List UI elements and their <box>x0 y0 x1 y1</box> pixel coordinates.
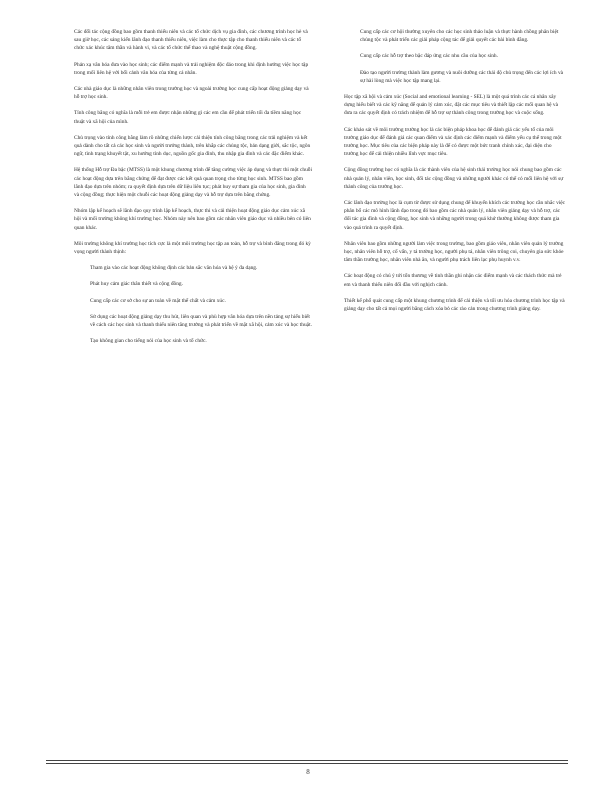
definition-item <box>60 28 312 53</box>
sub-bullet-item <box>330 69 566 85</box>
definition-item <box>330 240 566 265</box>
footer-divider-secondary <box>46 763 568 764</box>
sub-bullet-item <box>60 297 312 305</box>
item-text: Cung cấp các cơ hội thường xuyên cho các học sinh thảo luận và thực hành chồng phân biệt chủng tộc và phát triển các giải pháp cộng tác để giải quyết các bài bình đẳng. <box>360 29 559 44</box>
item-text: Cung cấp các hỗ trợ theo bậc đáp ứng các nhu cầu của học sinh. <box>360 53 498 60</box>
item-text: Tham gia vào các hoạt động không định các bản sắc văn hóa và hệ ý đa dạng. <box>90 265 258 272</box>
definition-item <box>60 61 312 77</box>
page-number: 8 <box>306 768 310 776</box>
item-text: Các nhà giáo dục là những nhân viên trong trường học và ngoài trường học cung cấp hoạt động giảng dạy và hỗ trợ học sinh. <box>74 86 309 101</box>
sub-bullet-item <box>330 28 566 44</box>
footer-divider <box>46 760 568 761</box>
definition-item <box>60 134 312 159</box>
item-text: Tạo không gian cho tiếng nói của học sinh và tổ chức. <box>90 338 207 345</box>
item-text: Thiết kế phổ quát cung cấp một khung chương trình để cải thiện và tối ưu hóa chương trình học tập và giảng dạy cho tất cả mọi người bằng cách xóa bỏ các rào cản trong chương trình giảng dạy. <box>344 297 565 313</box>
item-text: Cung cấp các cơ sở cho sự an toàn về mặt thể chất và cảm xúc. <box>90 297 226 304</box>
definition-item <box>330 166 566 191</box>
sub-bullet-item <box>60 337 312 345</box>
sub-bullet-item <box>330 52 566 60</box>
definition-item <box>330 297 566 313</box>
right-column <box>330 28 566 321</box>
item-text: Cộng đồng trường học có nghĩa là các thành viên của hệ sinh thái trường học nói chung bao gồm các nhà quản lý, nhân viên, học sinh, đối tác cộng đồng và những người khác có thể có mối liên hệ với sự thành công của trường học. <box>344 167 564 190</box>
sub-bullet-item <box>60 313 312 329</box>
item-text: Các lãnh đạo trường học là cụm từ được sử dụng chung để khuyến khích các trường học cần nhắc việc phân bổ các mô hình lãnh đạo trong đó bao gồm các nhà quản lý, nhân viên giảng dạy và hỗ trợ, các đối tác gia đình và cộng đồng, học sinh và những người trong quá khứ thường không được tham gia vào quá trình ra quyết định. <box>344 200 566 231</box>
item-text: Hệ thống Hỗ trợ Đa bậc (MTSS) là một khung chương trình để tăng cường việc áp dụng và thực thi một chuỗi các hoạt động dựa trên bằng chứng để đạt được các kết quả quan trọng cho từng học sinh. MTSS bao gồm lãnh đạo dựa trên nhóm; ra quyết định dựa trên dữ liệu liên tục; phát huy sự tham gia của học sinh, gia đình và cộng đồng; thực hiện một chuỗi các hoạt động giảng dạy và hỗ trợ dựa trên bằng chứng. <box>74 167 312 199</box>
item-text: Học tập xã hội và cảm xúc (Social and emotional learning - SEL) là một quá trình các cá nhân xây dựng hiểu biết và các kỹ năng để quản lý cảm xúc, đặt các mục tiêu và thiết lập các mối quan hệ và đưa ra các quyết định có trách nhiệm để hỗ trợ sự thành công trong trường học và cuộc sống. <box>344 94 558 117</box>
definition-item <box>330 93 566 118</box>
definition-item <box>60 240 312 256</box>
item-text: Nhóm lập kế hoạch sẽ lãnh đạo quy trình lập kế hoạch, thực thi và cải thiện hoạt động giáo dục cảm xúc xã hội và mối trường không khí trường học. Nhóm này nên bao gồm các nhân viên giáo dục và nhiều bên có liên quan khác. <box>74 208 311 231</box>
left-column <box>60 28 312 353</box>
item-text: Các hoạt động có chú ý tới tổn thương về tinh thần ghi nhận các điểm mạnh và các thách thức mà trẻ em và thanh thiếu niên đối đầu với nghịch cảnh. <box>344 273 562 288</box>
item-text: Phản xạ văn hóa đưa vào học sinh; các điểm mạnh và trải nghiệm độc đáo trong khi định hướng việc học tập trong mối liên hệ với bối cảnh văn hóa của từng cá nhân. <box>74 61 309 76</box>
item-text: Chủ trọng vào tính công bằng làm rõ những chiến lược cải thiện tính công bằng trong các trải nghiệm và kết quả dành cho tất cả các học sinh và người trưởng thành, trên khắp các chủng tộc, bản dạng giới, sắc tộc, ngôn ngữ, tình trạng khuyết tật, xu hướng tình dục, nguồn gốc gia đình, thu nhập gia đình và các đặc điểm khác. <box>74 134 311 158</box>
item-text: Phát huy cảm giác thân thiết và cộng đồng. <box>90 281 183 288</box>
item-text: Tính công bằng có nghĩa là mỗi trẻ em được nhận những gì các em cần để phát triển tối đa tiềm năng học thuật và xã hội của mình. <box>74 110 302 125</box>
definition-item <box>60 109 312 125</box>
sub-bullet-item <box>60 280 312 288</box>
item-text: Các đối tác cộng đồng bao gồm thanh thiếu niên và các tổ chức dịch vụ gia đình, các chương trình học hè và sau giờ học, các sáng kiến lãnh đạo thanh thiếu niên, việc làm cho thực tập cho thanh thiếu niên và các tổ chức xác khúc tâm thần và hành vi, và các tổ chức thể thao và nghệ thuật cộng đồng. <box>74 29 308 52</box>
sub-bullet-item <box>60 264 312 272</box>
item-text: Đào tạo người trường thành làm gương và nuôi dưỡng các thái độ chủ trọng đến các lợi ích và sự hài lòng mà việc học tập mang lại. <box>360 69 564 84</box>
definition-item <box>60 207 312 232</box>
definition-item <box>60 166 312 199</box>
definition-item <box>60 85 312 101</box>
item-text: Sử dụng các hoạt động giảng dạy thu hút, liên quan và phù hợp văn hóa dựa trên nền tảng sự hiểu biết về cách các học sinh và thanh thiếu niên tăng trưởng và phát triển về mặt xã hội, cảm xúc và học thuật. <box>90 313 312 329</box>
item-text: Môi trường không khí trường học tích cực là một môi trường học tập an toàn, hỗ trợ và bình đẳng trong đó kỳ vọng người thành thịnh: <box>74 240 311 256</box>
definition-item <box>330 272 566 288</box>
definition-item <box>330 126 566 159</box>
item-text: Nhân viên bao gồm những người làm việc trong trường, bao gồm giáo viên, nhân viên quản lý trường học, nhân viên hỗ trợ, cố vấn, y tá trường học, người phụ tá, nhân viên trông coi, chuyên gia sức khỏe tâm thần trường học, nhân viên nhà ăn, và người phụ trách liên lạc phụ huynh v.v. <box>344 240 564 264</box>
item-text: Các khảo sát về môi trường trường học là các biện pháp khoa học để đánh giá các yếu tố của môi trường giáo dục để đánh giá các quan điểm và xác định các điểm mạnh và điểm yếu cụ thể trong một trường học. Mục tiêu của các biện pháp này là để có được một bức tranh chính xác, đại diện cho trường học để cải thiện nhiều lĩnh vực mục tiêu. <box>344 126 562 158</box>
definition-item <box>330 199 566 232</box>
